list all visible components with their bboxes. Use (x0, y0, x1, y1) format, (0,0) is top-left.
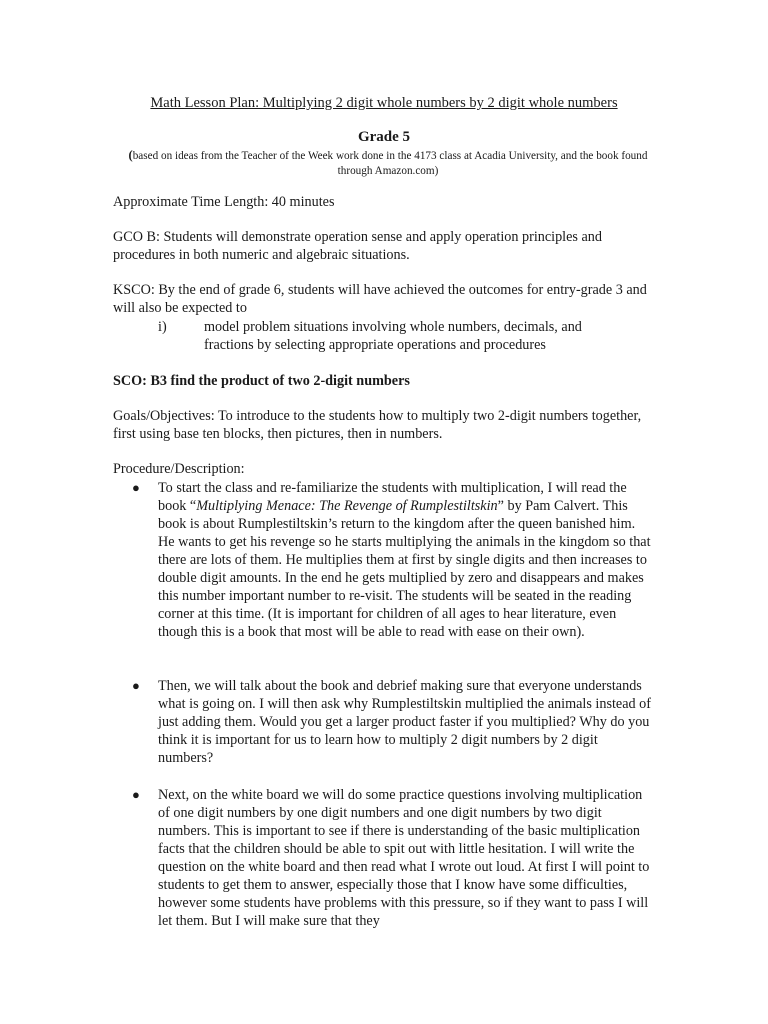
ksco-paragraph: KSCO: By the end of grade 6, students will have achieved the outcomes for entry-grade 3 and will also be expected to (113, 282, 647, 316)
goals-paragraph: Goals/Objectives: To introduce to the students how to multiply two 2-digit numbers together, first using base ten blocks, then pictures, then in numbers. (113, 408, 642, 442)
procedure-bullet-3-text: Next, on the white board we will do some practice questions involving multiplication of one digit numbers by one digit numbers and one digit numbers by two digit numbers. This is important to see if there is understanding of the basic multiplication facts that the children should be able to spit out with little hesitation. I will write the question on the white board and then read what I wrote out loud. At first I will point to students to get them to answer, especially those that I know have some difficulties, however some students have problems with this pressure, so if they want to pass I will let them. But I will make sure that they (158, 787, 650, 929)
bullet-1-lead: To start the class and re-familiarize the students with multiplication, I will read the book “ (158, 480, 627, 514)
grade-heading: Grade 5 (357, 129, 411, 145)
procedure-bullet-1-text (158, 479, 654, 641)
bullet-icon: ● (132, 678, 140, 693)
ksco-item-text: model problem situations involving whole numbers, decimals, and fractions by selecting appropriate operations and procedures (204, 319, 582, 353)
time-length: Approximate Time Length: 40 minutes (113, 194, 335, 210)
book-title: Multiplying Menace: The Revenge of Rumplestiltskin (196, 498, 498, 514)
source-note-text: based on ideas from the Teacher of the Week work done in the 4173 class at Acadia University, and the book found through Amazon.com) (132, 150, 648, 177)
document-title: Math Lesson Plan: Multiplying 2 digit whole numbers by 2 digit whole numbers (150, 95, 618, 111)
bullet-icon: ● (132, 787, 140, 802)
gco-paragraph: GCO B: Students will demonstrate operation sense and apply operation principles and procedures in both numeric and algebraic situations. (113, 229, 602, 263)
bullet-1-rest: ” by Pam Calvert. This book is about Rumplestiltskin’s return to the kingdom after the queen banished him. He wants to get his revenge so he starts multiplying the animals in the kingdom so that there are lots of them. He multiplies them at first by single digits and then increases to double digit amounts. In the end he gets multiplied by zero and disappears and makes this number important number to re-visit. The students will be seated in the reading corner at this time. (It is important for children of all ages to hear literature, even though this is a book that most will be able to read with ease on their own). (158, 498, 651, 640)
sco-heading: SCO: B3 find the product of two 2-digit numbers (113, 373, 410, 389)
procedure-bullet-2-text: Then, we will talk about the book and debrief making sure that everyone understands what is going on. I will then ask why Rumplestiltskin multiplied the animals instead of just adding them. Would you get a larger product faster if you multiplied? Why do you think it is important for us to learn how to multiply 2 digit numbers by 2 digit numbers? (158, 678, 651, 766)
ksco-item-number: i) (158, 319, 167, 335)
procedure-heading: Procedure/Description: (113, 461, 245, 477)
bullet-icon: ● (132, 480, 140, 495)
source-note (110, 148, 666, 179)
source-note-paren: ( (128, 148, 133, 162)
